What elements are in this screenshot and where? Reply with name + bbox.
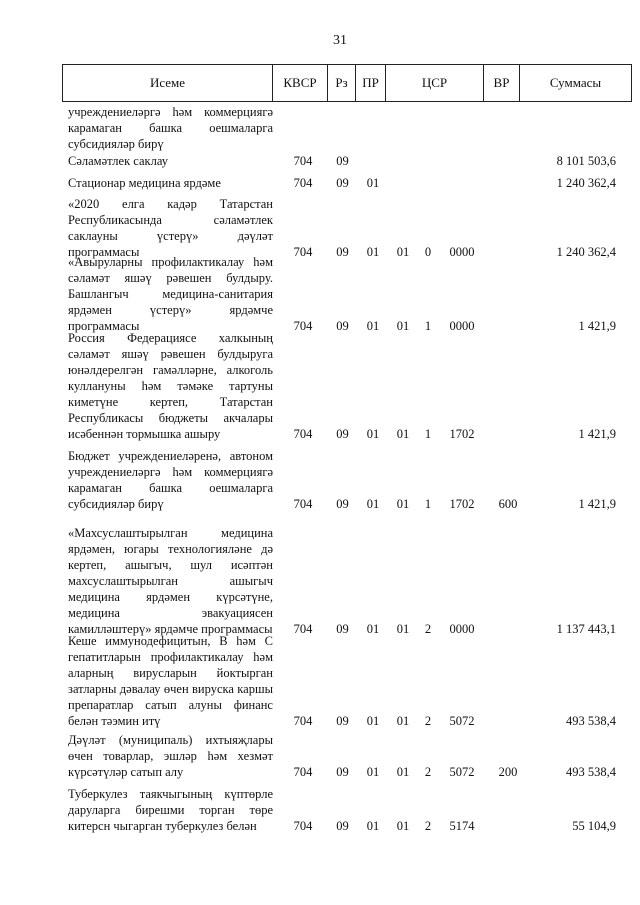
row-csr-2: 2 xyxy=(424,622,432,636)
row-kvsr: 704 xyxy=(293,427,313,441)
table-row xyxy=(0,787,640,834)
row-pr: 01 xyxy=(366,714,380,728)
row-name: учреждениеләргә һәм коммерциягә карамаган башка оешмаларга субсидияләр бирү xyxy=(68,105,273,151)
row-csr-3: 5072 xyxy=(449,714,475,728)
row-pr: 01 xyxy=(366,819,380,833)
table-row xyxy=(0,196,640,260)
row-csr-1: 01 xyxy=(396,765,410,779)
row-csr-3: 1702 xyxy=(449,497,475,511)
row-rz: 09 xyxy=(336,714,349,728)
row-csr-1: 01 xyxy=(396,245,410,259)
row-kvsr: 704 xyxy=(293,819,313,833)
row-name: Кеше иммунодефицитын, В һәм С гепатитларын профилактикалау һәм аларның вирусларын йоктырган затларны дәвалау өчен вируска каршы препаратлар сатып алуны финанс белән тәэмин итү xyxy=(68,634,273,728)
header-csr: ЦСР xyxy=(386,65,484,101)
row-name: «2020 елга кадәр Татарстан Республикасында сәламәтлек саклауны үстерү» дәүләт программасы xyxy=(68,197,273,259)
row-csr-1: 01 xyxy=(396,622,410,636)
row-pr: 01 xyxy=(366,497,380,511)
row-sum: 1 137 443,1 xyxy=(556,622,616,636)
row-name: Бюджет учреждениеләренә, автоном учреждениеләргә һәм коммерциягә карамаган башка оешмаларга субсидияләр бирү xyxy=(68,449,273,511)
row-csr-2: 1 xyxy=(424,427,432,441)
row-sum: 493 538,4 xyxy=(566,765,616,779)
row-csr-1: 01 xyxy=(396,497,410,511)
row-csr-2: 2 xyxy=(424,765,432,779)
row-sum: 1 240 362,4 xyxy=(556,245,616,259)
row-rz: 09 xyxy=(336,176,349,190)
table-row xyxy=(0,634,640,729)
row-csr-3: 0000 xyxy=(449,245,475,259)
row-rz: 09 xyxy=(336,319,349,333)
page-number: 31 xyxy=(333,33,347,48)
row-rz: 09 xyxy=(336,765,349,779)
row-name: «Авыруларны профилактикалау һәм сәламәт яшәү рәвешен булдыру. Башлангыч медицина-санитария ярдәмен үстерү» ярдәмче программасы xyxy=(68,255,273,333)
row-kvsr: 704 xyxy=(293,714,313,728)
header-rz: Рз xyxy=(328,65,356,101)
row-name: Сәламәтлек саклау xyxy=(68,154,168,168)
row-kvsr: 704 xyxy=(293,245,313,259)
table-row xyxy=(0,255,640,334)
header-vr: ВР xyxy=(484,65,520,101)
row-csr-1: 01 xyxy=(396,427,410,441)
row-csr-3: 0000 xyxy=(449,622,475,636)
row-kvsr: 704 xyxy=(293,319,313,333)
row-sum: 8 101 503,6 xyxy=(556,154,616,168)
row-name: Дәүләт (муниципаль) ихтыяҗлары өчен товарлар, эшләр һәм хезмәт күрсәтүләр сатып алу xyxy=(68,733,273,779)
table-row xyxy=(0,449,640,512)
row-kvsr: 704 xyxy=(293,622,313,636)
row-pr: 01 xyxy=(366,245,380,259)
row-rz: 09 xyxy=(336,497,349,511)
table-header xyxy=(62,64,632,102)
row-rz: 09 xyxy=(336,427,349,441)
row-csr-2: 2 xyxy=(424,819,432,833)
row-csr-2: 0 xyxy=(424,245,432,259)
row-kvsr: 704 xyxy=(293,497,313,511)
row-vr: 200 xyxy=(498,765,518,779)
row-kvsr: 704 xyxy=(293,176,313,190)
row-name: «Махсуслаштырылган медицина ярдәмен, югары технологияләне дә кертеп, ашыгыч, шул исәптән махсуслаштырылган ашыгыч медицина ярдәмен күрсәтүне, медицина эвакуациясен камилләштерү» ярдәмче программасы xyxy=(68,526,273,636)
row-name: Россия Федерациясе халкының сәламәт яшәү рәвешен булдыруга юнәлдерелгән гамәлләрне, алкоголь куллануны һәм тәмәке тартуны киметүне кертеп, Татарстан Республикасы бюджеты акчалары исәбеннән тормышка ашыру xyxy=(68,331,273,441)
row-vr: 600 xyxy=(498,497,518,511)
row-csr-1: 01 xyxy=(396,319,410,333)
table-row xyxy=(0,331,640,442)
row-sum: 1 240 362,4 xyxy=(556,176,616,190)
row-csr-2: 1 xyxy=(424,497,432,511)
row-sum: 493 538,4 xyxy=(566,714,616,728)
table-row xyxy=(0,152,640,169)
row-csr-1: 01 xyxy=(396,714,410,728)
row-kvsr: 704 xyxy=(293,765,313,779)
table-row xyxy=(0,734,640,780)
row-sum: 1 421,9 xyxy=(578,497,616,511)
row-sum: 55 104,9 xyxy=(572,819,616,833)
header-name: Исеме xyxy=(63,65,273,101)
header-sum: Суммасы xyxy=(549,75,602,90)
row-csr-3: 5072 xyxy=(449,765,475,779)
row-csr-3: 1702 xyxy=(449,427,475,441)
row-sum: 1 421,9 xyxy=(578,319,616,333)
table-row xyxy=(0,516,640,637)
row-sum: 1 421,9 xyxy=(578,427,616,441)
row-csr-3: 0000 xyxy=(449,319,475,333)
row-csr-2: 1 xyxy=(424,319,432,333)
row-pr: 01 xyxy=(366,319,380,333)
table-row xyxy=(0,104,640,152)
row-pr: 01 xyxy=(366,765,380,779)
row-name: Стационар медицина ярдәме xyxy=(68,176,221,190)
row-rz: 09 xyxy=(336,622,349,636)
header-kvsr: КВСР xyxy=(273,65,328,101)
row-rz: 09 xyxy=(336,819,349,833)
row-csr-3: 5174 xyxy=(449,819,475,833)
row-name: Туберкулез таякчыгының күптөрле даруларга бирешми торган төре китерсн чыгарган туберкулез белән xyxy=(68,787,273,833)
row-pr: 01 xyxy=(366,622,380,636)
row-csr-1: 01 xyxy=(396,819,410,833)
table-row xyxy=(0,174,640,191)
row-csr-2: 2 xyxy=(424,714,432,728)
header-pr: ПР xyxy=(356,65,386,101)
row-rz: 09 xyxy=(336,245,349,259)
row-rz: 09 xyxy=(336,154,349,168)
row-kvsr: 704 xyxy=(293,154,313,168)
row-pr: 01 xyxy=(366,176,380,190)
row-pr: 01 xyxy=(366,427,380,441)
